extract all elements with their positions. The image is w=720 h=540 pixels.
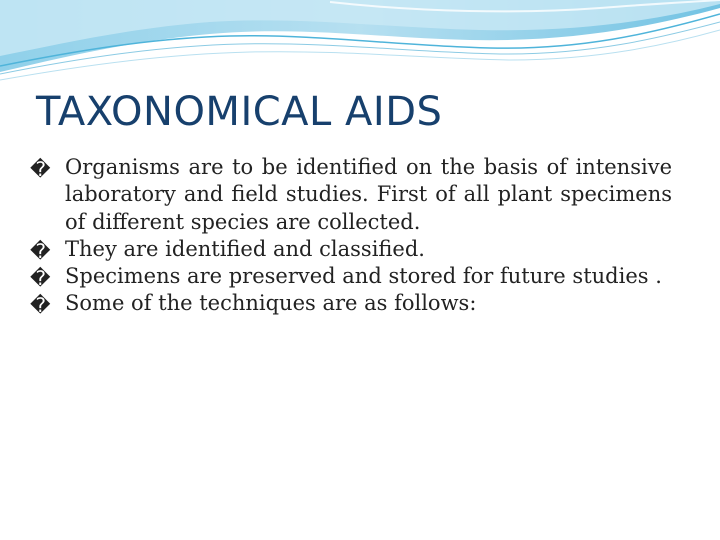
- bullet-glyph-icon: �: [30, 238, 51, 263]
- bullet-glyph-icon: �: [30, 157, 51, 181]
- bullet-item: [30, 263, 672, 290]
- bullet-item: [30, 236, 672, 263]
- bullet-text: Some of the techniques are as follows:: [65, 291, 477, 316]
- bullet-text: They are identified and classified.: [65, 236, 425, 261]
- header-wave-decoration: [0, 0, 720, 90]
- bullet-text: Organisms are to be identified on the basis of intensive laboratory and field studies. First of all plant specimens of different species are collected.: [65, 155, 672, 234]
- bullet-item: [30, 290, 672, 317]
- bullet-glyph-icon: �: [30, 266, 51, 291]
- bullet-text: Specimens are preserved and stored for future studies .: [65, 264, 662, 289]
- bullet-list: [30, 154, 672, 318]
- bullet-item: [30, 154, 672, 236]
- bullet-glyph-icon: �: [30, 293, 51, 318]
- slide-title: TAXONOMICAL AIDS: [36, 89, 443, 135]
